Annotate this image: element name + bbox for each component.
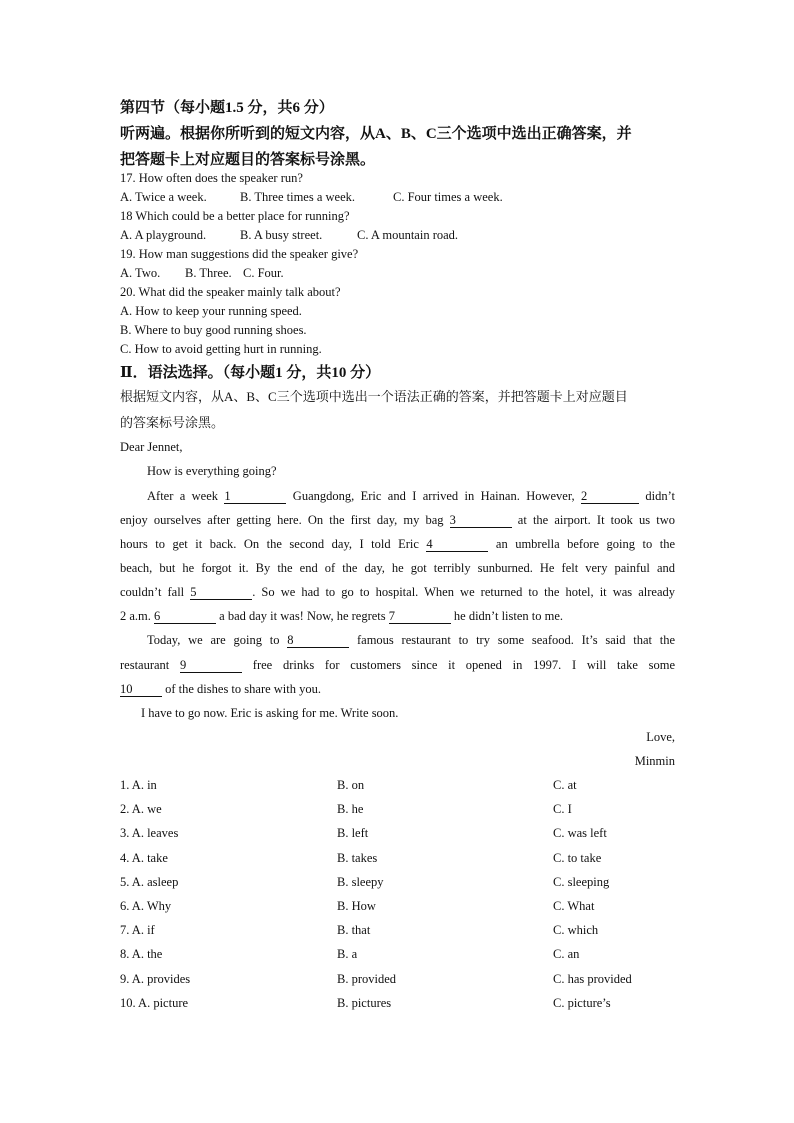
text: couldn’t fall (120, 585, 185, 599)
choice-option: C. has provided (553, 971, 632, 986)
text: famous restaurant to try some seafood. It’s said that the (356, 633, 676, 647)
choice-option: B. a (337, 947, 358, 962)
letter-line (120, 658, 675, 673)
letter-line (120, 609, 675, 624)
letter-salutation: Dear Jennet, (120, 440, 183, 454)
question-18-options (120, 228, 458, 243)
text: Guangdong, Eric and I arrived in Hainan. However, (292, 489, 575, 503)
letter-line (120, 513, 675, 528)
question-19: 19. How man suggestions did the speaker give? (120, 247, 359, 261)
text: After a week (147, 489, 219, 503)
choice-option: 3. A. leaves (120, 826, 179, 841)
blank-8: 8 (287, 634, 349, 648)
text: of the dishes to share with you. (165, 682, 322, 696)
question-17: 17. How often does the speaker run? (120, 171, 303, 185)
choice-option: C. which (553, 923, 599, 938)
question-20-option-c: C. How to avoid getting hurt in running. (120, 342, 322, 356)
option-b: B. A busy street. (240, 228, 323, 242)
choice-option: 9. A. provides (120, 971, 191, 986)
part2-instruction-2: 的答案标号涂黑。 (120, 415, 225, 430)
option-a: A. Two. (120, 266, 161, 280)
choice-option: C. to take (553, 850, 602, 865)
option-c: C. A mountain road. (357, 228, 459, 242)
text: hours to get it back. On the second day, I told Eric (120, 537, 419, 551)
choice-option: 10. A. picture (120, 995, 189, 1010)
part2-instruction-1: 根据短文内容，从A、B、C三个选项中选出一个语法正确的答案，并把答题卡上对应题目 (120, 389, 628, 404)
letter-opening: How is everything going? (147, 464, 277, 478)
choice-option: C. I (553, 802, 572, 817)
option-b: B. Three times a week. (240, 190, 356, 204)
choice-option: B. provided (337, 971, 397, 986)
question-20: 20. What did the speaker mainly talk about? (120, 285, 341, 299)
choice-option: B. pictures (337, 995, 392, 1010)
part2-title: Ⅱ．语法选择。（每小题1 分，共10 分） (120, 365, 381, 381)
letter-line (120, 682, 675, 697)
text: enjoy ourselves after getting here. On the first day, my bag (120, 513, 444, 527)
text: he didn’t listen to me. (453, 609, 564, 623)
blank-9: 9 (180, 659, 242, 673)
letter-closing-line: I have to go now. Eric is asking for me. Write soon. (141, 706, 399, 720)
text: 2 a.m. (120, 609, 151, 623)
choice-option: C. was left (553, 826, 607, 841)
blank-10: 10 (120, 683, 162, 697)
text: an umbrella before going to the (495, 537, 676, 551)
choice-option: C. an (553, 947, 580, 962)
choice-option: B. takes (337, 850, 378, 865)
letter-closing: Love, (646, 730, 675, 744)
choice-option: 8. A. the (120, 947, 163, 962)
question-17-options (120, 190, 503, 205)
question-18: 18 Which could be a better place for running? (120, 209, 350, 223)
choice-option: 7. A. if (120, 923, 155, 938)
letter-line (120, 585, 675, 600)
choice-option: 5. A. asleep (120, 874, 179, 889)
option-c: C. Four times a week. (393, 190, 503, 204)
choice-option: 6. A. Why (120, 899, 172, 913)
choice-option: B. on (337, 778, 365, 792)
text: . So we had to go to hospital. When we returned to the hotel, it was already (252, 585, 675, 599)
blank-4: 4 (426, 538, 488, 552)
blank-7: 7 (389, 610, 451, 624)
option-a: A. Twice a week. (120, 190, 207, 204)
letter-line (120, 633, 675, 648)
text: restaurant (120, 658, 170, 672)
text: free drinks for customers since it opened in 1997. I will take some (252, 658, 676, 672)
choice-option: 4. A. take (120, 850, 168, 865)
blank-3: 3 (450, 514, 512, 528)
choice-option: C. What (553, 899, 595, 913)
section4-instruction-1: 听两遍。根据你所听到的短文内容，从A、B、C三个选项中选出正确答案，并 (120, 126, 632, 142)
section4-instruction-2: 把答题卡上对应题目的答案标号涂黑。 (120, 152, 376, 168)
blank-5: 5 (190, 586, 252, 600)
choice-option: C. sleeping (553, 874, 610, 889)
choice-option: 2. A. we (120, 802, 162, 817)
option-b: B. Three. (185, 266, 232, 280)
choice-option: B. that (337, 923, 371, 938)
choice-option: C. picture’s (553, 995, 611, 1010)
choice-option: B. he (337, 802, 364, 817)
text: Today, we are going to (147, 633, 280, 647)
letter-line: beach, but he forgot it. By the end of the day, he got terribly sunburned. He felt very painful and (120, 561, 675, 575)
option-c: C. Four. (243, 266, 284, 280)
text: a bad day it was! Now, he regrets (219, 609, 386, 623)
letter-line (120, 489, 675, 504)
text: didn’t (645, 489, 676, 503)
choice-option: B. left (337, 826, 369, 841)
section4-title: 第四节（每小题1.5 分，共6 分） (120, 100, 334, 116)
choice-option: 1. A. in (120, 778, 157, 792)
question-19-options (120, 266, 284, 281)
text: at the airport. It took us two (517, 513, 676, 527)
choice-option: C. at (553, 778, 577, 792)
blank-6: 6 (154, 610, 216, 624)
blank-2: 2 (581, 490, 639, 504)
choice-option: B. How (337, 899, 376, 913)
letter-signature: Minmin (634, 754, 675, 768)
option-a: A. A playground. (120, 228, 207, 242)
question-20-option-b: B. Where to buy good running shoes. (120, 323, 307, 337)
choice-option: B. sleepy (337, 874, 384, 889)
letter-line (120, 537, 675, 552)
blank-1: 1 (224, 490, 286, 504)
question-20-option-a: A. How to keep your running speed. (120, 304, 302, 318)
